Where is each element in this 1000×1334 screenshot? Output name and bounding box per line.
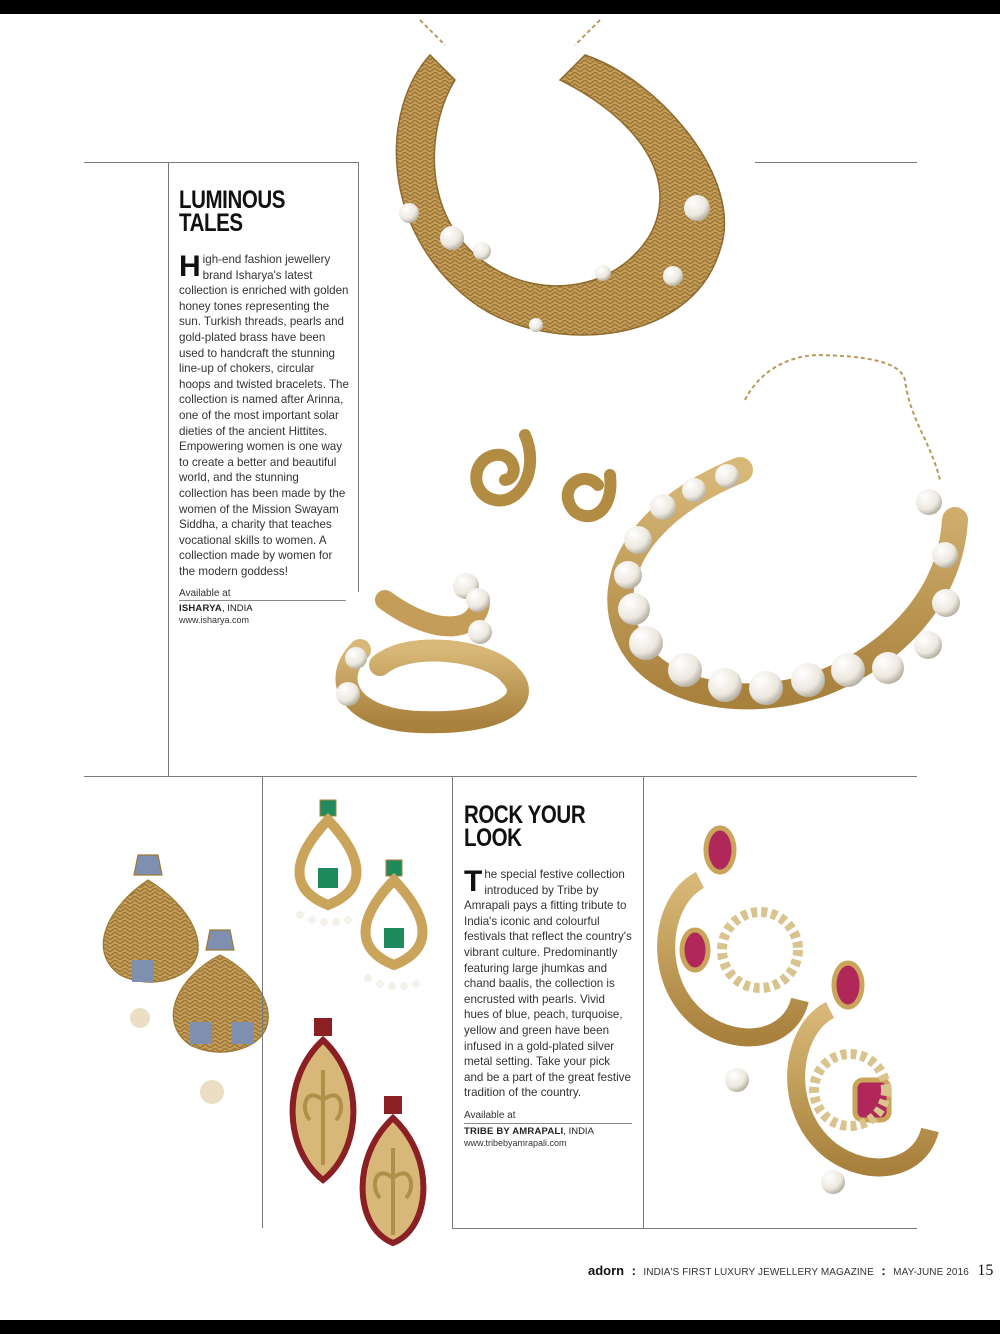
article1-headline-line1: LUMINOUS xyxy=(179,186,286,214)
article1-available-rule xyxy=(179,600,346,601)
spiral-earrings-image xyxy=(476,435,610,516)
top-left-rule xyxy=(84,162,358,163)
article1-country: , INDIA xyxy=(221,603,253,614)
issue-date: MAY-JUNE 2016 xyxy=(893,1267,969,1278)
page-number: 15 xyxy=(977,1262,994,1279)
green-earrings-image xyxy=(296,800,423,990)
article2-available-rule xyxy=(464,1123,632,1124)
article2-dropcap: T xyxy=(464,865,483,898)
article1-body-text: igh-end fashion jewellery brand Isharya's latest collection is enriched with golden honey tones representing the sun. Turkish threads, pearls and gold-plated brass have been used to handcraft the stunning line-up of chokers, circular hoops and twisted bracelets. The collection is named after Arinna, one of the most important solar dieties of the ancient Hittites. Empowering women is one way to create a better and beautiful world, and the stunning collection has been made by the women of the Mission Swayam Siddha, a charity that teaches vocational skills to women. A collection made by women for the modern goddess! xyxy=(179,253,349,578)
bottom-column-rule-1 xyxy=(262,776,263,1228)
article1-brand: ISHARYA xyxy=(179,603,222,614)
article1-body xyxy=(179,252,349,579)
article2-available-label: Available at xyxy=(464,1110,516,1121)
blue-earrings-image xyxy=(103,855,268,1104)
article1-headline xyxy=(179,186,286,237)
article1-available-label: Available at xyxy=(179,588,231,599)
choker-image xyxy=(396,20,724,335)
article2-headline xyxy=(464,801,586,852)
magazine-logo: adorn xyxy=(588,1263,625,1278)
article2-brand: TRIBE BY AMRAPALI xyxy=(464,1126,564,1137)
article2-url[interactable]: www.tribebyamrapali.com xyxy=(464,1138,567,1148)
bottom-rule xyxy=(452,1228,917,1229)
footer-separator-1: : xyxy=(631,1263,636,1278)
middle-rule xyxy=(84,776,917,777)
article1-brand-line xyxy=(179,603,253,614)
article1-url[interactable]: www.isharya.com xyxy=(179,615,250,625)
article2-country: , INDIA xyxy=(563,1126,594,1137)
bottom-column-rule-2 xyxy=(452,776,453,1228)
red-earrings-image xyxy=(293,1018,424,1243)
bottom-column-rule-3 xyxy=(643,776,644,1228)
article1-right-rule xyxy=(358,162,359,592)
pearl-necklace-image xyxy=(614,355,960,705)
footer-separator-2: : xyxy=(881,1263,886,1278)
article2-body-text: he special festive collection introduced by Tribe by Amrapali pays a fitting tribute to India's iconic and colourful festivals that reflect the country's vibrant culture. Predominantly featuring large jhumkas and chand baalis, the collection is encrusted with pearls. Vivid hues of blue, peach, turquoise, yellow and green have been infused in a gold-plated silver metal setting. Take your pick and be a part of the great festive tradition of the country. xyxy=(464,868,632,1100)
chand-baali-earrings-image xyxy=(666,828,930,1194)
top-right-rule xyxy=(755,162,917,163)
magazine-tagline: INDIA'S FIRST LUXURY JEWELLERY MAGAZINE xyxy=(643,1267,874,1278)
page-footer xyxy=(588,1262,994,1284)
article2-headline-line1: ROCK YOUR xyxy=(464,801,586,829)
article1-dropcap: H xyxy=(179,250,201,283)
article2-body xyxy=(464,867,632,1101)
article1-left-rule xyxy=(168,162,169,776)
bracelet-image xyxy=(336,573,518,722)
article2-brand-line xyxy=(464,1126,594,1137)
article1-headline-line2: TALES xyxy=(179,209,243,237)
article2-headline-line2: LOOK xyxy=(464,824,522,852)
